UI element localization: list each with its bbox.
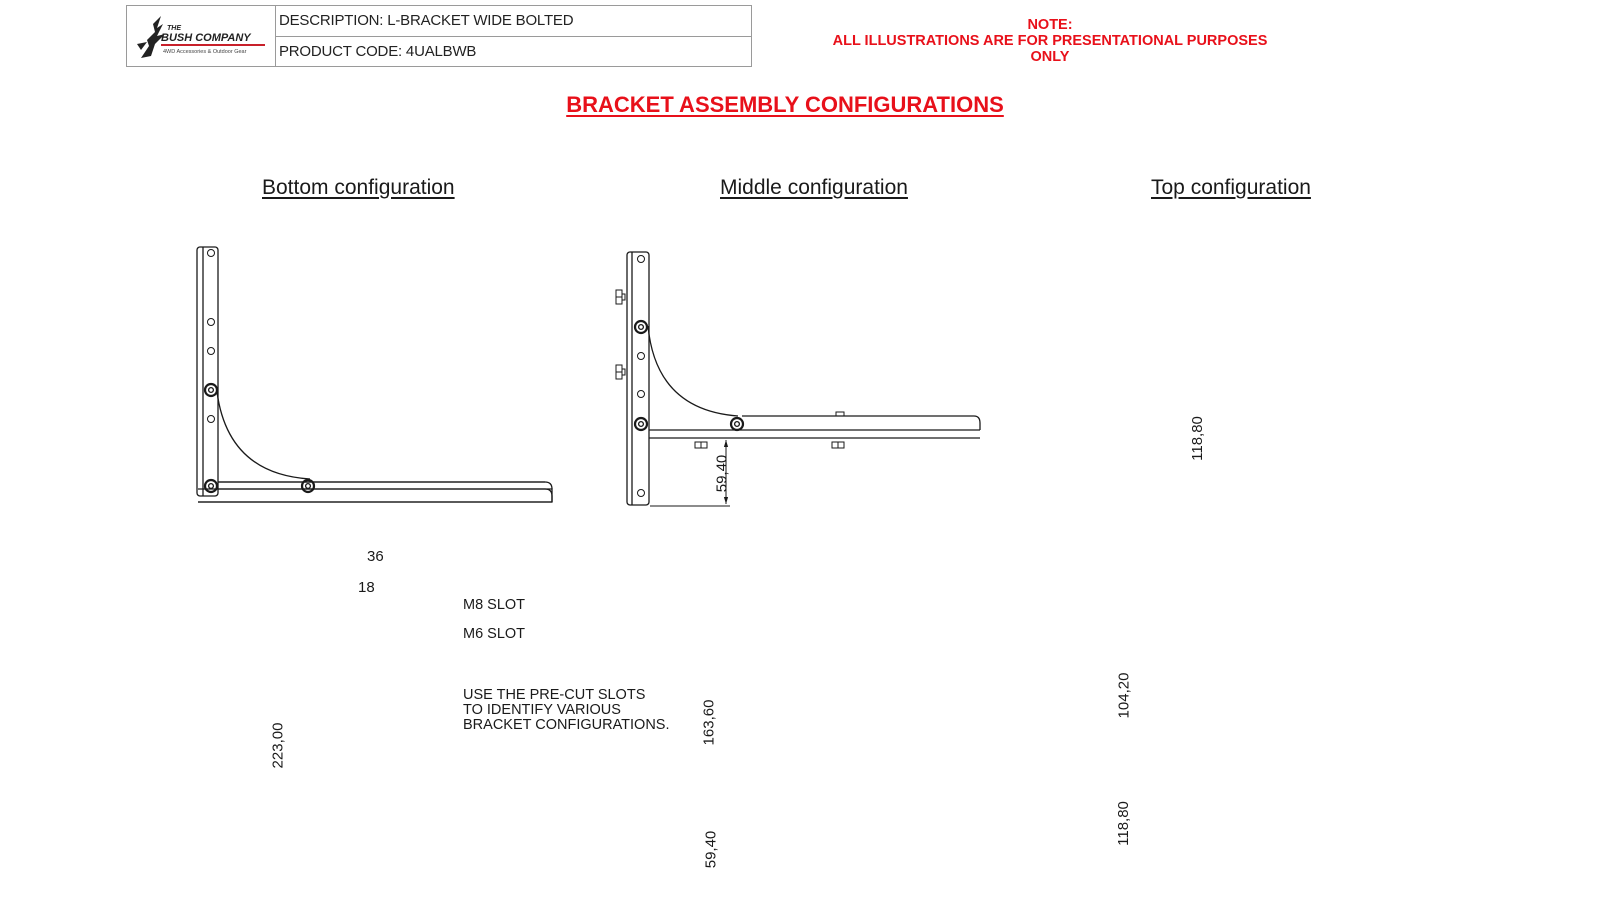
middle-configuration-label: Middle configuration [720,176,908,199]
svg-text:THE: THE [167,25,181,32]
m8-slot-callout: M8 SLOT [463,597,526,613]
middle-front-upper-dim: 163,60 [700,699,718,746]
middle-side-view [616,252,980,506]
middle-side-dimension: 59,40 [713,454,731,493]
top-front-lower-dim: 118,80 [1114,801,1132,846]
m6-slot-callout: M6 SLOT [463,626,526,642]
svg-text:4WD Accessories & Outdoor Gear: 4WD Accessories & Outdoor Gear [163,49,247,55]
top-side-dimension: 118,80 [1188,416,1206,461]
slot-spacing-18: 18 [358,579,375,596]
pre-cut-slots-note: USE THE PRE-CUT SLOTS TO IDENTIFY VARIOUS BRACKET CONFIGURATIONS. [463,687,670,733]
note-text: ALL ILLUSTRATIONS ARE FOR PRESENTATIONAL PURPOSES ONLY [832,33,1268,65]
top-front-upper-dim: 104,20 [1115,672,1133,719]
bottom-configuration-label: Bottom configuration [262,176,455,199]
page-title: BRACKET ASSEMBLY CONFIGURATIONS [566,92,1004,117]
description-field: DESCRIPTION: L-BRACKET WIDE BOLTED [279,12,574,30]
top-configuration-label: Top configuration [1151,176,1311,199]
overall-height-223: 223,00 [269,722,287,769]
product-code-field: PRODUCT CODE: 4UALBWB [276,36,751,67]
middle-front-lower-dim: 59,40 [702,830,720,869]
note-heading: NOTE: [1027,17,1073,33]
bottom-side-view [197,247,552,502]
svg-text:BUSH COMPANY: BUSH COMPANY [161,32,251,44]
slot-spacing-36: 36 [367,548,384,565]
